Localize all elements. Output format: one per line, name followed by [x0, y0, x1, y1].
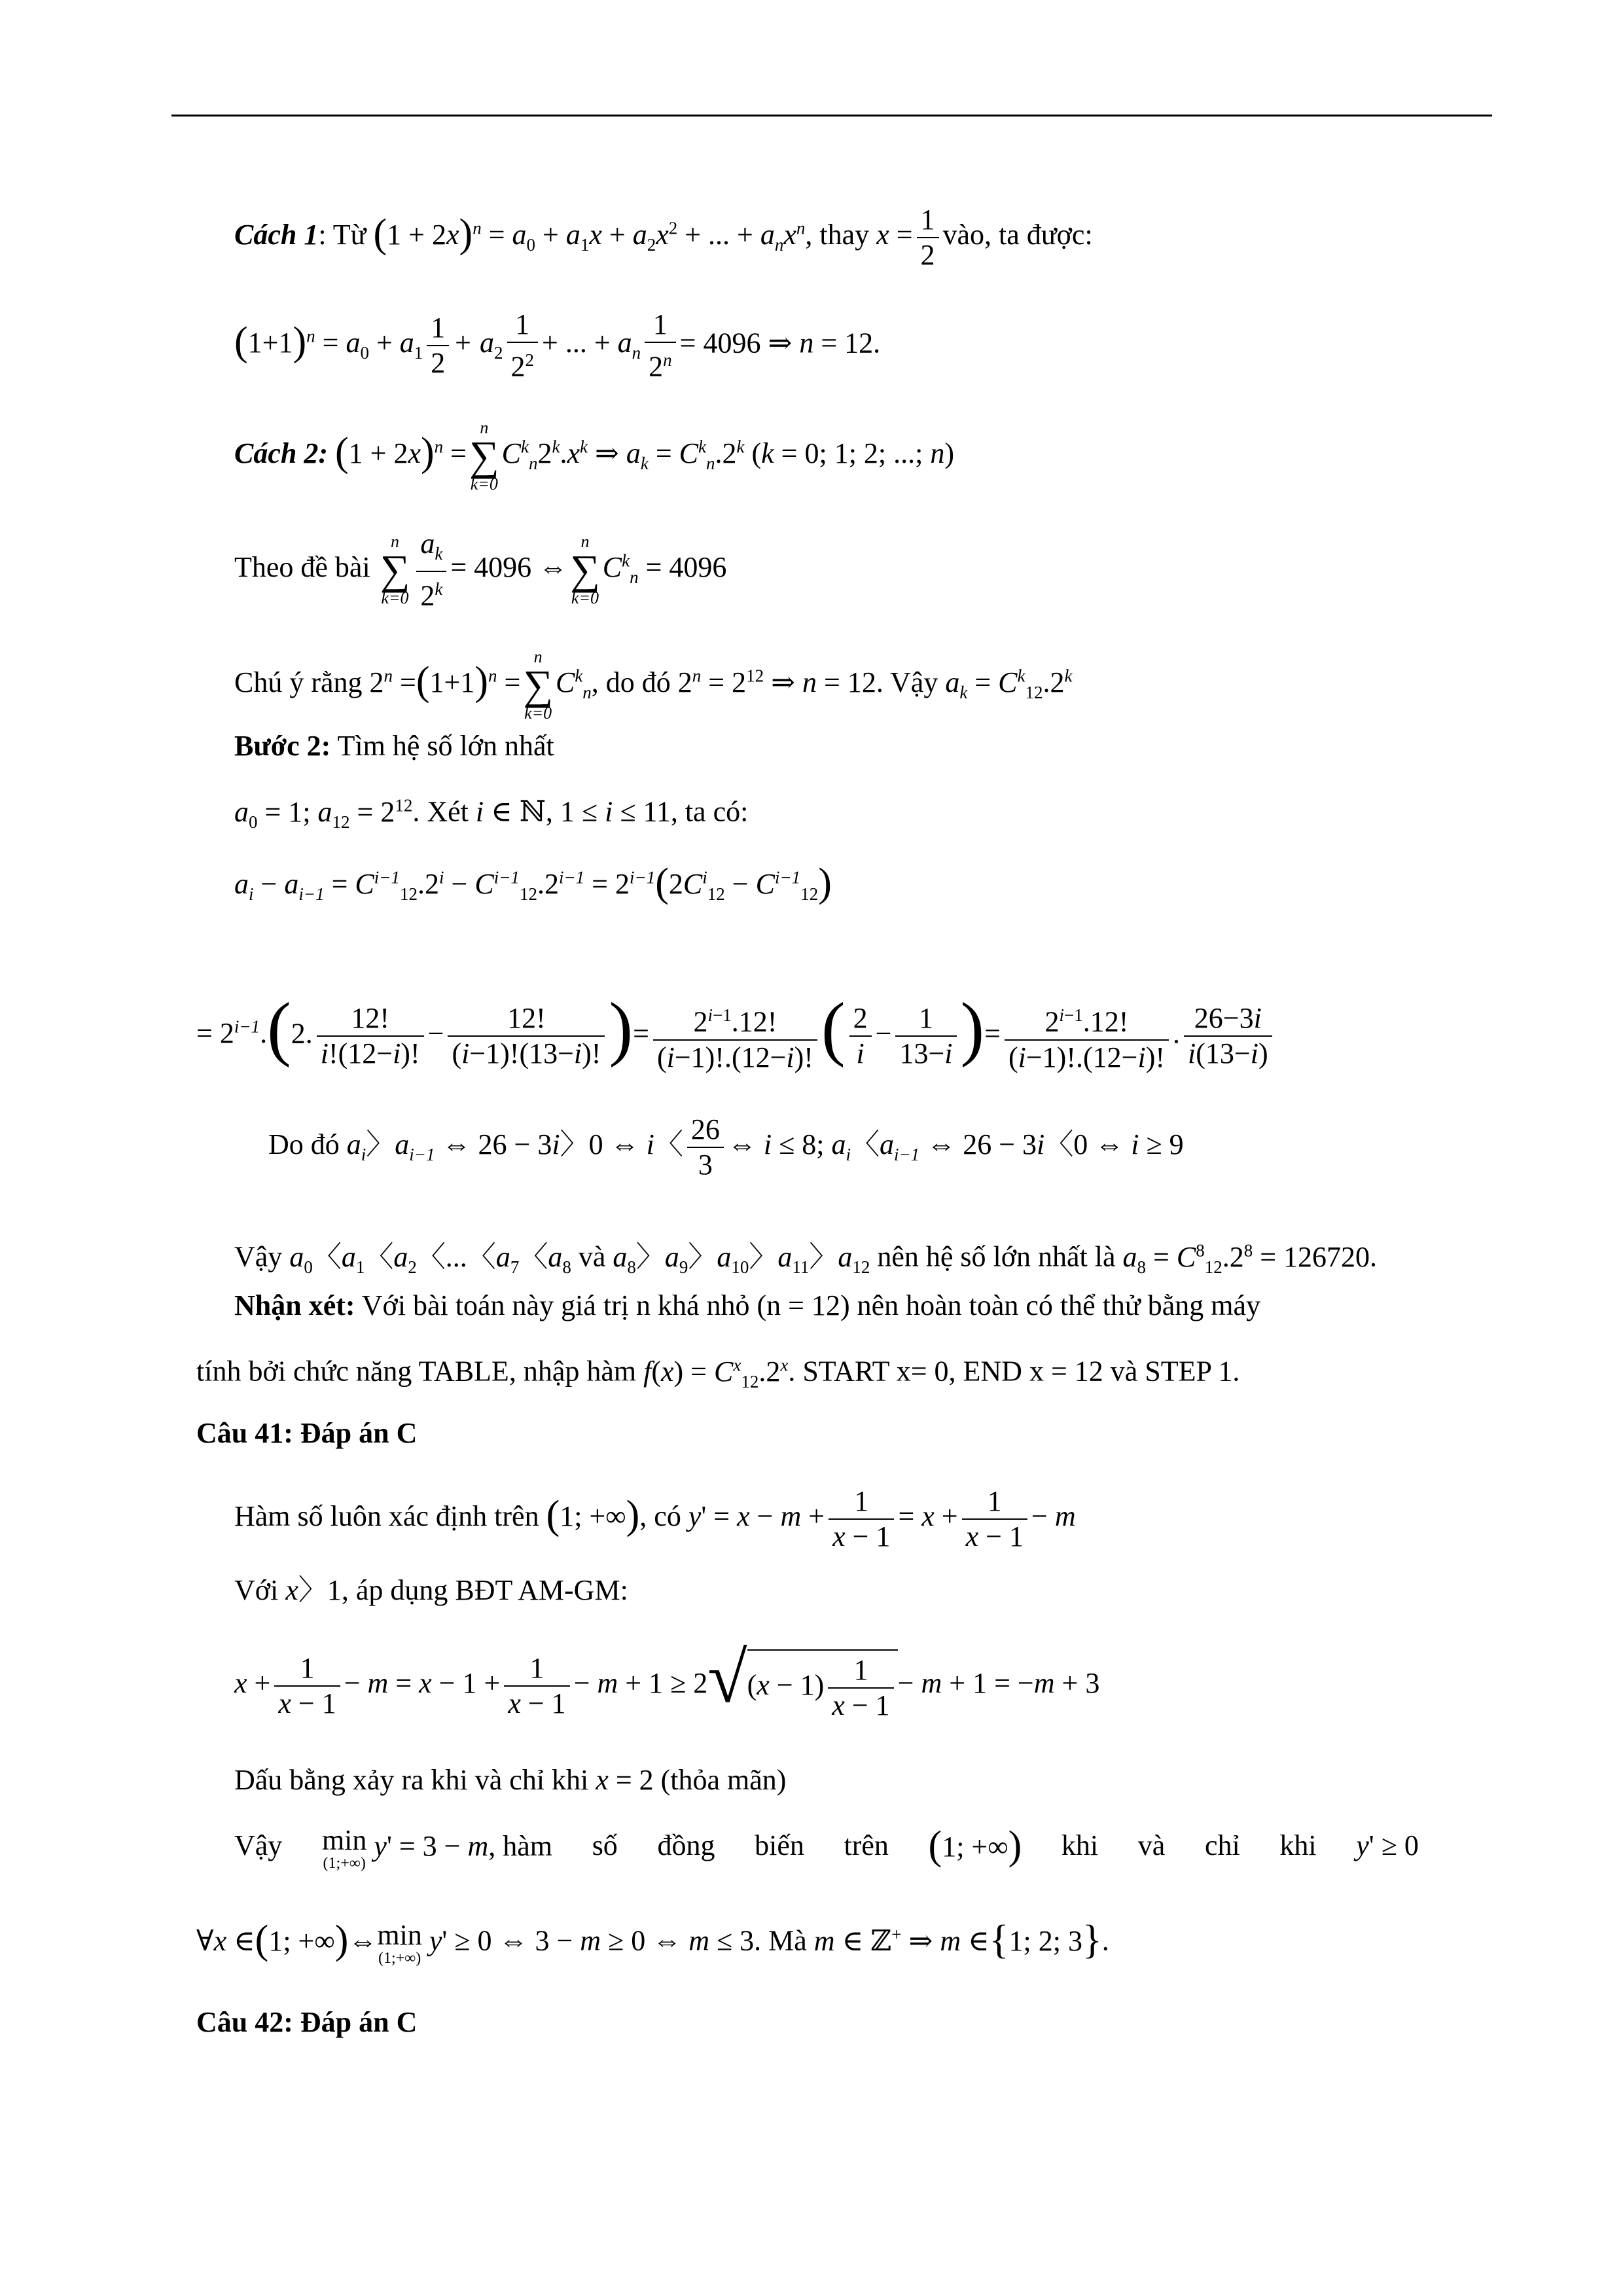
cach2-line: Cách 2: $(1 + 2x)^n$ = n ∑ k=0 $C^k_n2^k.x^k$ ⇒ $a_k = C^k_n.2^k$ (k = 0; 1; 2; ...; n): [234, 418, 955, 493]
cach1-result-line: $(1+1)^n = a_0 + a_1$ $\frac{1}{2}$ + $a_2$ $\frac{1}{2^2}$ + ... + $a_n$ $\frac{1}{2^n}$ = 4096 ⇒ n = 12.: [234, 308, 881, 383]
difference-line: $a_i - a_{i-1} = C^{i-1}_{12}.2^i - C^{i-1}_{12}.2^{i-1} = 2^{i-1}(2C^i_{12} - C^{i-1}_{12})$: [234, 860, 832, 905]
buoc2-label: Bước 2:: [234, 730, 331, 762]
cach1-line: Cách 1: Từ $(1 + 2x)^n = a_0 + a_1x + a_2x^2$ + ... + $a_nx^n$, thay x = $\frac{1}{2}$ vào, ta được:: [234, 204, 1093, 271]
buoc2-line: Bước 2: Tìm hệ số lớn nhất: [234, 730, 554, 762]
nhan-xet-line: Nhận xét: Với bài toán này giá trị n khá nhỏ (n = 12) nên hoàn toàn có thể thử bằng máy: [234, 1289, 1261, 1321]
sum-symbol: n ∑ k=0: [469, 418, 499, 493]
chu-y-line: Chú ý rằng $2^n =(1+1)^n$ = n ∑ k=0 $C^k_n$, do đó $2^n = 2^{12}$ ⇒ n = 12. Vậy $a_k = C^k_{12}.2^k$: [234, 647, 1073, 723]
do-do-line: Do đó $a_i$〉$a_{i-1}$ ⇔ 26 − 3i〉0 ⇔ i〈 $\frac{26}{3}$ ⇔ i ≤ 8; $a_i$〈$a_{i-1}$ ⇔ 26 − 3i〈0 ⇔ i ≥ 9: [268, 1113, 1184, 1181]
nhan-xet-line-2: tính bởi chức năng TABLE, nhập hàm $f(x) = C^x_{12}.2^x$. START x= 0, END x = 12 và STEP 1.: [196, 1355, 1240, 1391]
voi-line: Với x〉1, áp dụng BĐT AM-GM:: [234, 1574, 628, 1606]
dau-bang-line: Dấu bằng xảy ra khi và chỉ khi x = 2 (thỏa mãn): [234, 1764, 787, 1796]
square-root: √(x − 1) $\frac{1}{x - 1}$: [707, 1649, 897, 1723]
vay-line-2: Vậy min (1;+∞) y' = 3 − m, hàm số đồng biến trên (1; +∞) khi và chỉ khi y' ≥ 0: [234, 1823, 1419, 1872]
cach1-label: Cách 1: [234, 219, 319, 251]
cach2-label: Cách 2:: [234, 437, 328, 470]
fraction-one-half: $\frac{1}{2}$: [917, 203, 939, 272]
theo-de-bai-line: Theo đề bài n ∑ k=0 $\frac{a_k}{2^k}$ = 4096 ⇔ n ∑ k=0 $C^k_n = 4096$: [234, 528, 727, 612]
nhan-xet-label: Nhận xét:: [234, 1289, 355, 1321]
am-gm-line: x + $\frac{1}{x - 1}$ − m = x − 1 + $\frac{1}{x - 1}$ − m + 1 ≥ 2√(x − 1) $\frac{1}{x - 1}$ − m + 1 = −m + 3: [234, 1638, 1100, 1721]
vay-line-1: Vậy $a_0$〈$a_1$〈$a_2$〈...〈$a_7$〈$a_8$ và $a_8$〉$a_9$〉$a_{10}$〉$a_{11}$〉$a_{12}$ nên hệ số lớn nhất là $a_8 = C^8_{12}.2^8 = 126720$.: [234, 1240, 1378, 1277]
math-expansion: $(1 + 2x)^n = a_0 + a_1x + a_2x^2$ + ... + $a_nx^n$: [373, 211, 806, 257]
forall-line: ∀x ∈(1; +∞)⇔min (1;+∞) y' ≥ 0 ⇔ 3 − m ≥ 0 ⇔ m ≤ 3. Mà m ∈ ℤ+ ⇒ m ∈{1; 2; 3}.: [196, 1917, 1109, 1967]
long-equation-line: = $2^{i-1}.(2$. $\frac{12!}{i!(12-i)!}$ − $\frac{12!}{(i-1)!(13-i)!}$ )= $\frac{2^{i-1}.12!}{(i-1)!.(12-i)!}$ ( $\frac{2}{i}$ − $\frac{1}{13-i}$ )= $\frac{2^{i-1}.12!}{(i-1)!.(12-i)!}$ . $\frac{26-3i}{i(13-i)}$: [196, 998, 1276, 1075]
cau41-heading: Câu 41: Đáp án C: [196, 1417, 418, 1449]
ham-so-line: Hàm số luôn xác định trên (1; +∞), có y' = x − m + $\frac{1}{x - 1}$ = x + $\frac{1}{x - 1}$ − m: [234, 1485, 1076, 1552]
xet-line: $a_0 = 1$; $a_{12} = 2^{12}$. Xét i ∈ ℕ, 1 ≤ i ≤ 11, ta có:: [234, 795, 749, 832]
header-rule: [171, 115, 1492, 117]
cau42-heading: Câu 42: Đáp án C: [196, 2006, 418, 2038]
